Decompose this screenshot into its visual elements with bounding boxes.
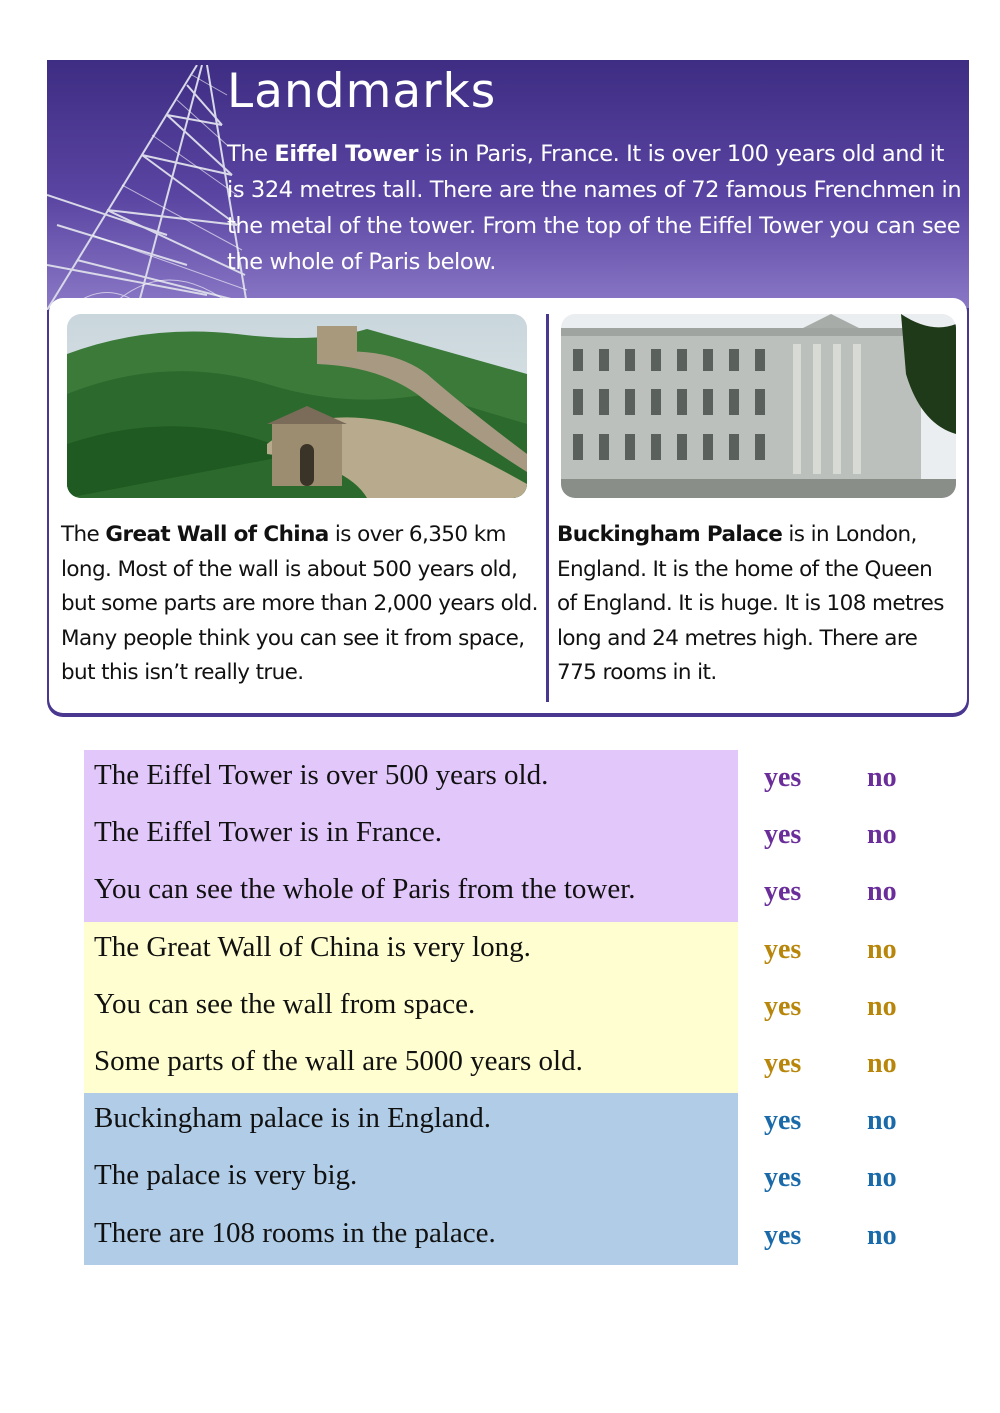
question-text: There are 108 rooms in the palace. bbox=[84, 1208, 738, 1265]
no-option[interactable]: no bbox=[867, 876, 897, 908]
yes-option[interactable]: yes bbox=[764, 1219, 802, 1251]
question-text: You can see the whole of Paris from the tower. bbox=[84, 864, 738, 921]
great-wall-photo bbox=[67, 314, 527, 498]
question-text: The Eiffel Tower is in France. bbox=[84, 807, 738, 864]
question-row bbox=[84, 1150, 944, 1207]
question-row bbox=[84, 750, 944, 807]
question-row bbox=[84, 1208, 944, 1265]
buckingham-palace-photo bbox=[561, 314, 956, 498]
great-wall-paragraph: The Great Wall of China is over 6,350 km long. Most of the wall is about 500 years old, but some parts are more than 2,000 years old. Many people think you can see it from space, but this isn’t really true. bbox=[61, 522, 538, 685]
page-title: Landmarks bbox=[227, 64, 497, 119]
question-row bbox=[84, 922, 944, 979]
yes-option[interactable]: yes bbox=[764, 1162, 802, 1194]
no-option[interactable]: no bbox=[867, 819, 897, 851]
question-text: You can see the wall from space. bbox=[84, 979, 738, 1036]
question-row bbox=[84, 979, 944, 1036]
buckingham-palace-name: Buckingham Palace bbox=[557, 522, 783, 547]
no-option[interactable]: no bbox=[867, 1105, 897, 1137]
yes-option[interactable]: yes bbox=[764, 933, 802, 965]
column-divider bbox=[546, 314, 549, 702]
yes-no-quiz bbox=[84, 750, 944, 1265]
yes-option[interactable]: yes bbox=[764, 876, 802, 908]
no-option[interactable]: no bbox=[867, 1219, 897, 1251]
buckingham-question-group bbox=[84, 1093, 944, 1265]
question-row bbox=[84, 1093, 944, 1150]
great-wall-question-group bbox=[84, 922, 944, 1094]
question-text: The Great Wall of China is very long. bbox=[84, 922, 738, 979]
question-row bbox=[84, 1036, 944, 1093]
no-option[interactable]: no bbox=[867, 990, 897, 1022]
no-option[interactable]: no bbox=[867, 762, 897, 793]
landmarks-panel bbox=[49, 298, 967, 713]
eiffel-tower-paragraph: The Eiffel Tower is in Paris, France. It is over 100 years old and it is 324 metres tall. There are the names of 72 famous Frenchmen in the metal of the tower. From the top of the Eiffel Tower you can see the whole of Paris below. bbox=[227, 141, 962, 275]
yes-option[interactable]: yes bbox=[764, 990, 802, 1022]
eiffel-tower-name: Eiffel Tower bbox=[274, 141, 419, 167]
buckingham-palace-paragraph: Buckingham Palace is in London, England. It is the home of the Queen of England. It is huge. It is 108 metres long and 24 metres high. There are 775 rooms in it. bbox=[557, 522, 944, 685]
question-text: The palace is very big. bbox=[84, 1150, 738, 1207]
no-option[interactable]: no bbox=[867, 1162, 897, 1194]
eiffel-tower-image bbox=[47, 65, 247, 310]
yes-option[interactable]: yes bbox=[764, 1047, 802, 1079]
yes-option[interactable]: yes bbox=[764, 819, 802, 851]
question-text: The Eiffel Tower is over 500 years old. bbox=[84, 750, 738, 807]
question-text: Some parts of the wall are 5000 years old. bbox=[84, 1036, 738, 1093]
landmarks-reading-card bbox=[47, 60, 969, 717]
great-wall-name: Great Wall of China bbox=[105, 522, 329, 547]
no-option[interactable]: no bbox=[867, 1047, 897, 1079]
question-text: Buckingham palace is in England. bbox=[84, 1093, 738, 1150]
question-row bbox=[84, 864, 944, 921]
yes-option[interactable]: yes bbox=[764, 1105, 802, 1137]
yes-option[interactable]: yes bbox=[764, 762, 802, 793]
question-row bbox=[84, 807, 944, 864]
eiffel-question-group bbox=[84, 750, 944, 922]
no-option[interactable]: no bbox=[867, 933, 897, 965]
